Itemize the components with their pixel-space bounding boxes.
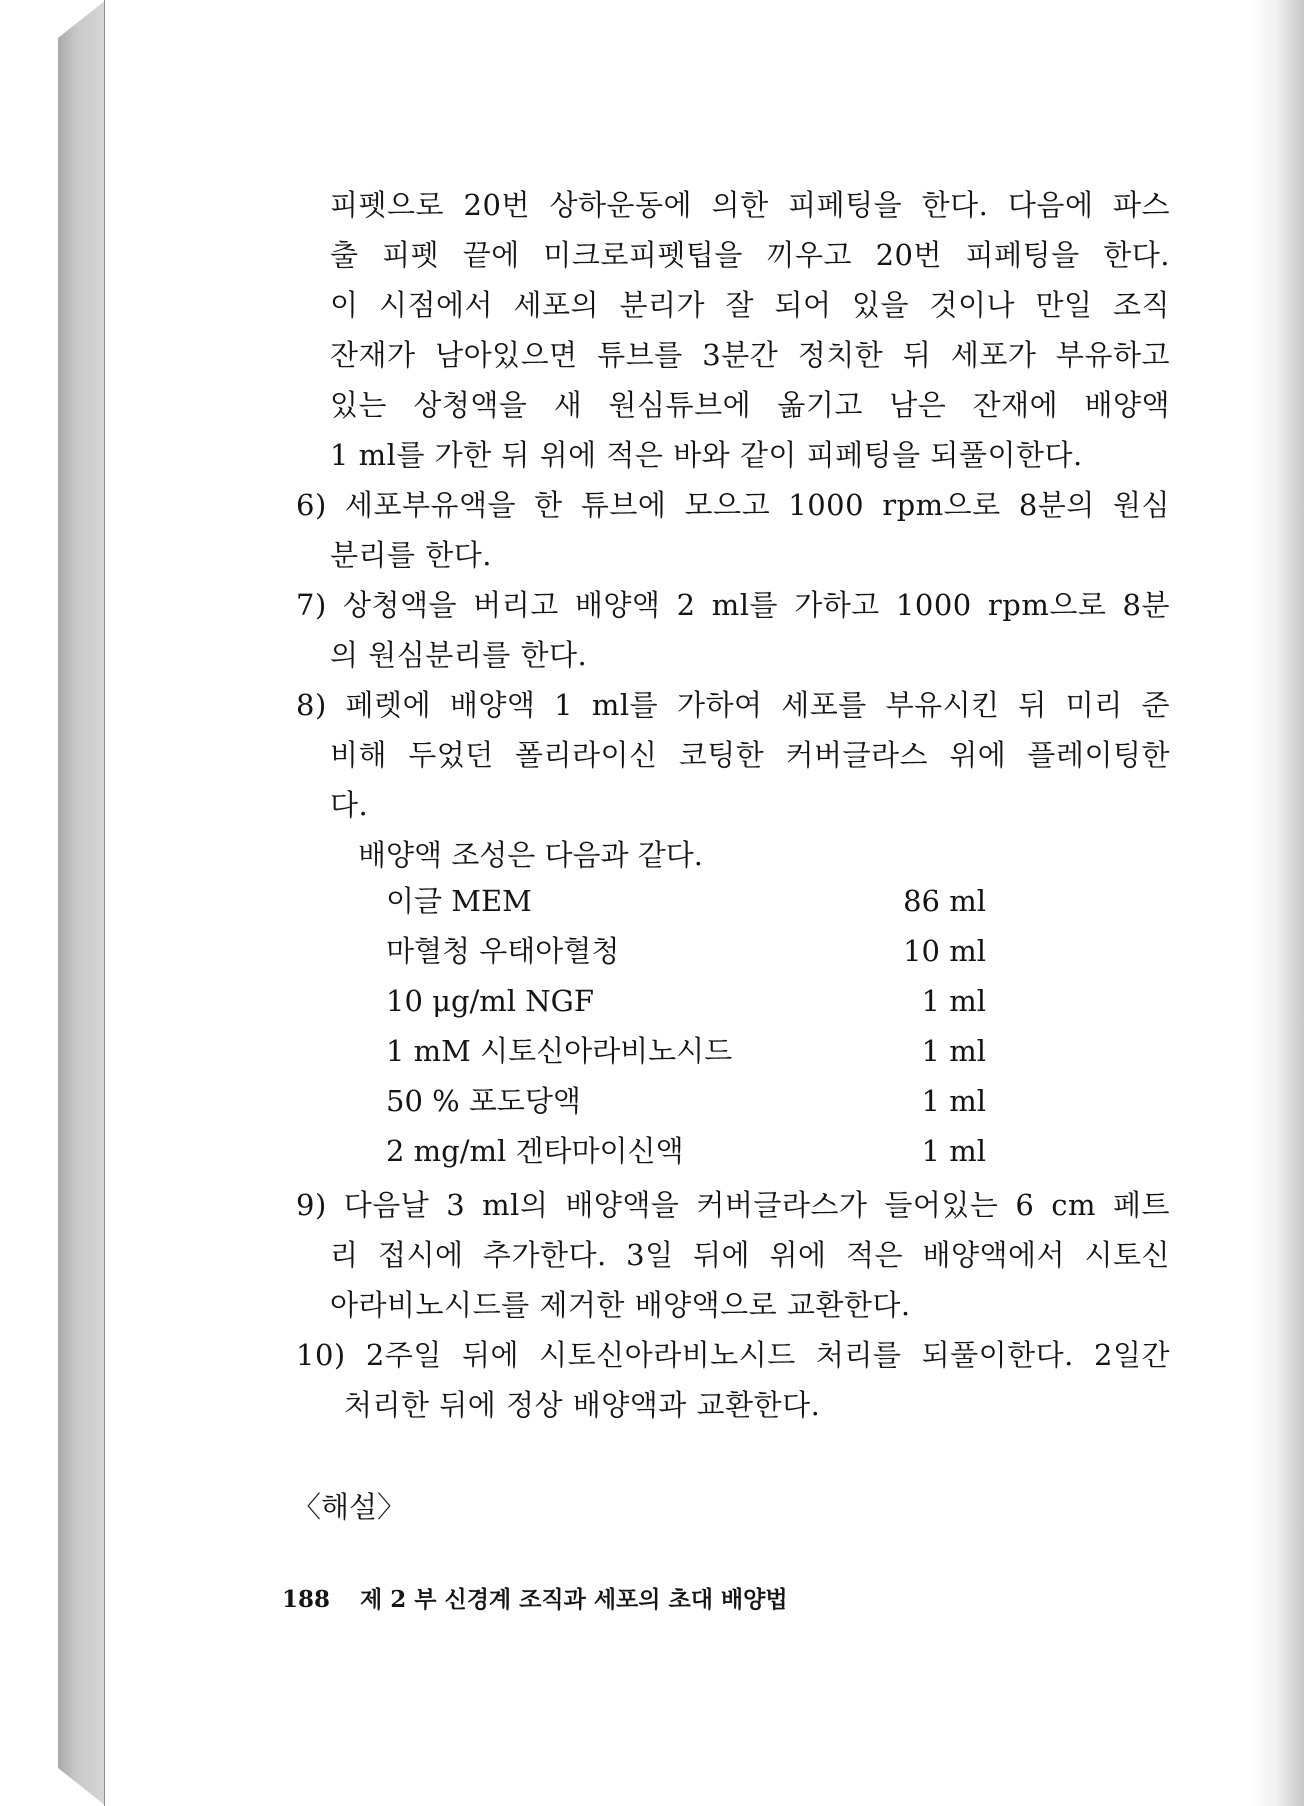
recipe-intro: 배양액 조성은 다음과 같다.: [358, 838, 704, 872]
paragraph-line: 있는 상청액을 새 원심튜브에 옮기고 남은 잔재에 배양액: [330, 388, 1170, 422]
page-footer: [282, 1586, 788, 1614]
paragraph-line: 이 시점에서 세포의 분리가 잘 되어 있을 것이나 만일 조직: [330, 288, 1170, 322]
recipe-amount: 10 ml: [903, 934, 986, 968]
paragraph-line: 잔재가 남아있으면 튜브를 3분간 정치한 뒤 세포가 부유하고: [330, 338, 1170, 372]
step-9-line: 리 접시에 추가한다. 3일 뒤에 위에 적은 배양액에서 시토신: [330, 1238, 1170, 1272]
step-9-line: 아라비노시드를 제거한 배양액으로 교환한다.: [330, 1288, 911, 1322]
recipe-ingredient: 10 μg/ml NGF: [386, 984, 594, 1018]
step-8-line: 다.: [330, 788, 369, 822]
recipe-ingredient: 1 mM 시토신아라비노시드: [386, 1034, 733, 1068]
recipe-row: [386, 984, 986, 1018]
recipe-amount: 1 ml: [921, 984, 986, 1018]
recipe-amount: 1 ml: [921, 1034, 986, 1068]
paragraph-line: 피펫으로 20번 상하운동에 의한 피페팅을 한다. 다음에 파스: [330, 188, 1170, 222]
recipe-ingredient: 마혈청 우태아혈청: [386, 934, 620, 968]
step-8-line: 비해 두었던 폴리라이신 코팅한 커버글라스 위에 플레이팅한: [330, 738, 1170, 772]
step-9-line: 9) 다음날 3 ml의 배양액을 커버글라스가 들어있는 6 cm 페트: [296, 1188, 1170, 1222]
recipe-amount: 1 ml: [921, 1134, 986, 1168]
recipe-row: [386, 1034, 986, 1068]
recipe-ingredient: 50 % 포도당액: [386, 1084, 581, 1118]
paragraph-line: 1 ml를 가한 뒤 위에 적은 바와 같이 피페팅을 되풀이한다.: [330, 438, 1083, 472]
recipe-amount: 86 ml: [903, 884, 986, 918]
step-6-line: 6) 세포부유액을 한 튜브에 모으고 1000 rpm으로 8분의 원심: [296, 488, 1170, 522]
step-7-line: 의 원심분리를 한다.: [330, 638, 588, 672]
recipe-row: [386, 1084, 986, 1118]
recipe-row: [386, 934, 986, 968]
chapter-title: 제 2 부 신경계 조직과 세포의 초대 배양법: [360, 1586, 788, 1613]
step-10-line: 처리한 뒤에 정상 배양액과 교환한다.: [344, 1388, 821, 1422]
step-8-line: 8) 페렛에 배양액 1 ml를 가하여 세포를 부유시킨 뒤 미리 준: [296, 688, 1170, 722]
step-6-line: 분리를 한다.: [330, 538, 493, 572]
commentary-heading: 〈해설〉: [292, 1490, 407, 1524]
recipe-ingredient: 이글 MEM: [386, 884, 532, 918]
recipe-row: [386, 884, 986, 918]
step-10-line: 10) 2주일 뒤에 시토신아라비노시드 처리를 되풀이한다. 2일간: [296, 1338, 1170, 1372]
paragraph-line: 출 피펫 끝에 미크로피펫팁을 끼우고 20번 피페팅을 한다.: [330, 238, 1170, 272]
step-7-line: 7) 상청액을 버리고 배양액 2 ml를 가하고 1000 rpm으로 8분: [296, 588, 1170, 622]
recipe-amount: 1 ml: [921, 1084, 986, 1118]
recipe-row: [386, 1134, 986, 1168]
page-number: 188: [282, 1586, 331, 1613]
recipe-ingredient: 2 mg/ml 겐타마이신액: [386, 1134, 684, 1168]
